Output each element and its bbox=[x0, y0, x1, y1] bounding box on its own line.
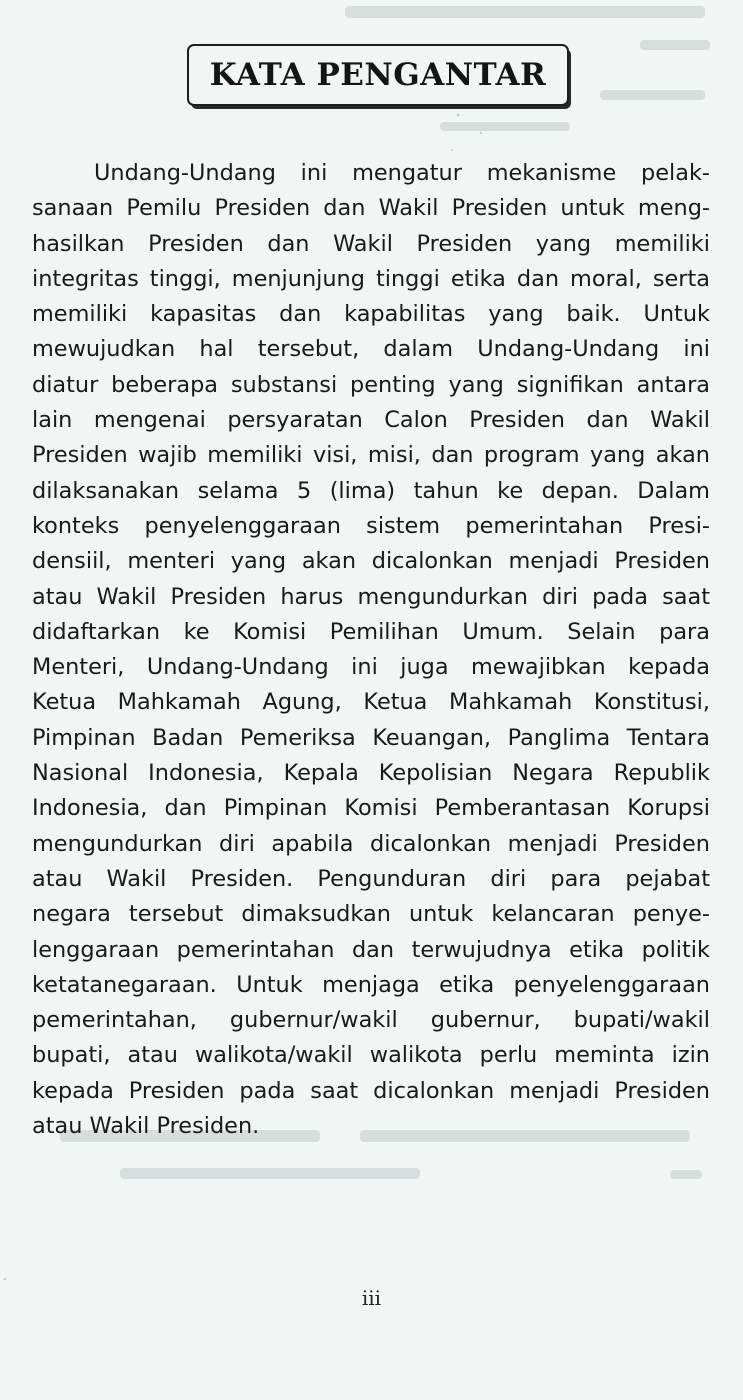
paragraph-line: negara tersebut dimaksudkan untuk kelancaran penye- bbox=[32, 901, 710, 928]
paragraph-line: Menteri, Undang-Undang ini juga mewajibkan kepada bbox=[32, 654, 710, 681]
chapter-title-box bbox=[187, 44, 569, 106]
paragraph-line: diatur beberapa substansi penting yang signifikan antara bbox=[32, 371, 710, 398]
paragraph-line: mewujudkan hal tersebut, dalam Undang-Undang ini bbox=[32, 336, 710, 363]
chapter-title: KATA PENGANTAR bbox=[209, 57, 547, 93]
paragraph-line: didaftarkan ke Komisi Pemilihan Umum. Selain para bbox=[32, 618, 710, 645]
paragraph-line: Indonesia, dan Pimpinan Komisi Pemberantasan Korupsi bbox=[32, 795, 710, 822]
paragraph-line: atau Wakil Presiden. Pengunduran diri para pejabat bbox=[32, 865, 710, 892]
paragraph-line: ketatanegaraan. Untuk menjaga etika penyelenggaraan bbox=[32, 971, 710, 998]
paragraph-line: mengundurkan diri apabila dicalonkan menjadi Presiden bbox=[32, 830, 710, 857]
paragraph-line: densiil, menteri yang akan dicalonkan menjadi Presiden bbox=[32, 548, 710, 575]
body-paragraph bbox=[32, 156, 710, 1144]
paragraph-line: dilaksanakan selama 5 (lima) tahun ke depan. Dalam bbox=[32, 477, 710, 504]
paragraph-line: integritas tinggi, menjunjung tinggi etika dan moral, serta bbox=[32, 265, 710, 292]
paragraph-line: pemerintahan, gubernur/wakil gubernur, bupati/wakil bbox=[32, 1007, 710, 1034]
paragraph-line: Ketua Mahkamah Agung, Ketua Mahkamah Konstitusi, bbox=[32, 689, 710, 716]
paragraph-line: bupati, atau walikota/wakil walikota perlu meminta izin bbox=[32, 1042, 710, 1069]
paragraph-line: Nasional Indonesia, Kepala Kepolisian Negara Republik bbox=[32, 760, 710, 787]
paragraph-line: sanaan Pemilu Presiden dan Wakil Presiden untuk meng- bbox=[32, 195, 710, 222]
paragraph-line: konteks penyelenggaraan sistem pemerintahan Presi- bbox=[32, 512, 710, 539]
paragraph-line: kepada Presiden pada saat dicalonkan menjadi Presiden bbox=[32, 1077, 710, 1104]
paragraph-line: Undang-Undang ini mengatur mekanisme pelak- bbox=[94, 160, 710, 186]
paragraph-line: atau Wakil Presiden. bbox=[32, 1113, 260, 1140]
paragraph-line: hasilkan Presiden dan Wakil Presiden yang memiliki bbox=[32, 230, 710, 257]
paragraph-line: lenggaraan pemerintahan dan terwujudnya etika politik bbox=[32, 936, 710, 963]
paragraph-line: Presiden wajib memiliki visi, misi, dan program yang akan bbox=[32, 442, 710, 469]
paragraph-line: memiliki kapasitas dan kapabilitas yang baik. Untuk bbox=[32, 301, 710, 328]
paragraph-line: atau Wakil Presiden harus mengundurkan diri pada saat bbox=[32, 583, 710, 610]
paragraph-line: Pimpinan Badan Pemeriksa Keuangan, Panglima Tentara bbox=[32, 724, 710, 751]
paragraph-line: lain mengenai persyaratan Calon Presiden dan Wakil bbox=[32, 407, 710, 434]
page-number: iii bbox=[361, 1286, 382, 1310]
